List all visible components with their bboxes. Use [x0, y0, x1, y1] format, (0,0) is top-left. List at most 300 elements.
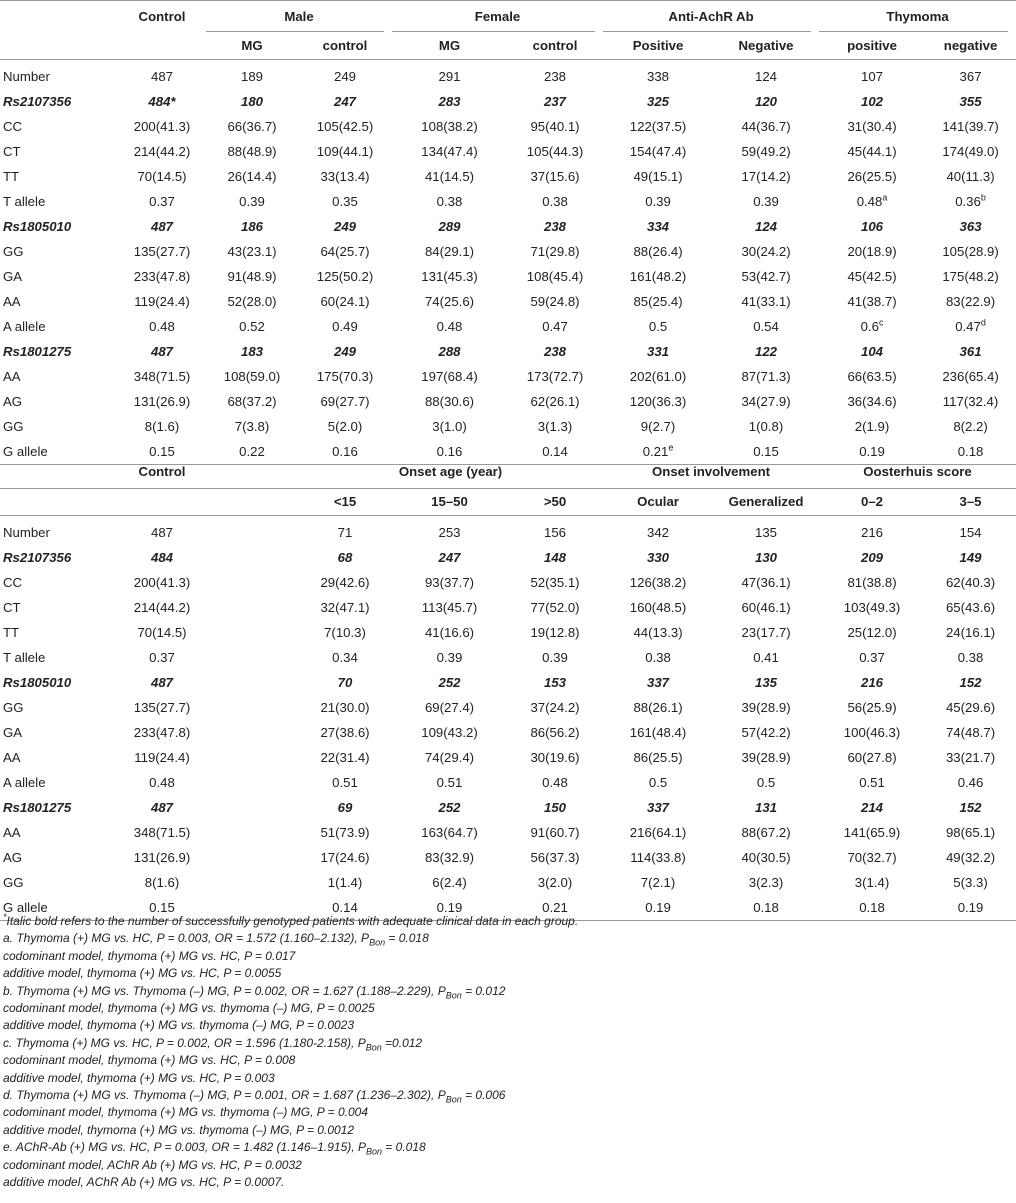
- cell-value: 7(2.1): [640, 874, 676, 890]
- table-cell: [118, 745, 206, 770]
- table-cell: [713, 339, 819, 364]
- cell-value: 44(13.3): [633, 624, 683, 640]
- cell-value: 487: [150, 343, 173, 359]
- cell-value: 130: [755, 549, 778, 565]
- table-cell: [603, 595, 713, 620]
- header-spacer: [206, 455, 298, 489]
- cell-value: 247: [438, 549, 461, 565]
- table-cell: [507, 389, 603, 414]
- cell-value: 363: [959, 218, 982, 234]
- cell-value: 180: [240, 93, 263, 109]
- cell-value: 69: [337, 799, 353, 815]
- table-cell: [819, 289, 925, 314]
- cell-value: 0.48: [436, 318, 463, 334]
- table-cell: [298, 389, 392, 414]
- table-cell: [298, 595, 392, 620]
- cell-value: 202(61.0): [629, 368, 687, 384]
- table-cell: [507, 545, 603, 570]
- table-cell: [603, 314, 713, 339]
- table-cell: [298, 414, 392, 439]
- table-cell: [118, 820, 206, 845]
- cell-value: 161(48.4): [629, 724, 687, 740]
- cell-value: 103(49.3): [843, 599, 901, 615]
- cell-value: 98(65.1): [945, 824, 996, 840]
- table-cell: [298, 620, 392, 645]
- table-cell: [925, 820, 1016, 845]
- row-label: Number: [3, 524, 50, 540]
- cell-value: 0.54: [753, 318, 779, 334]
- cell-value: 37(15.6): [530, 168, 580, 184]
- table-row: [0, 364, 1016, 389]
- table-cell: [507, 595, 603, 620]
- row-label: T allele: [3, 649, 46, 665]
- table-cell: [392, 239, 507, 264]
- cell-value: 88(67.2): [741, 824, 791, 840]
- table-row: [0, 114, 1016, 139]
- table-cell: [603, 239, 713, 264]
- cell-value: 66(36.7): [227, 118, 277, 134]
- cell-value: 0.35: [332, 193, 358, 209]
- table-cell: [507, 620, 603, 645]
- cell-value: 200(41.3): [133, 118, 191, 134]
- table-cell: [819, 389, 925, 414]
- table-row: [0, 389, 1016, 414]
- table-cell: [298, 670, 392, 695]
- table2-body: [0, 516, 1016, 921]
- table-cell: [925, 164, 1016, 189]
- footnote-star: *Italic bold refers to the number of successfully genotyped patients with adequate clinical data in each group.: [3, 912, 579, 928]
- table-cell: [298, 770, 392, 795]
- table-cell: [925, 670, 1016, 695]
- table-cell: [298, 189, 392, 214]
- table-cell: [118, 214, 206, 239]
- spacer-cell: [206, 595, 298, 620]
- table-cell: [298, 845, 392, 870]
- cell-value: 173(72.7): [526, 368, 584, 384]
- cell-value: 43(23.1): [227, 243, 277, 259]
- spacer-cell: [206, 720, 298, 745]
- cell-value: 247: [334, 93, 357, 109]
- table-cell: [925, 339, 1016, 364]
- table-cell: [392, 695, 507, 720]
- cell-value: 91(48.9): [227, 268, 277, 284]
- footnote-marker: a: [882, 192, 888, 203]
- table-cell: [819, 845, 925, 870]
- spacer-cell: [206, 545, 298, 570]
- row-label: GG: [3, 243, 24, 259]
- table-row: [0, 239, 1016, 264]
- table-cell: [925, 389, 1016, 414]
- row-label: AA: [3, 824, 21, 840]
- cell-value: 0.48: [856, 193, 883, 209]
- cell-value: 131(26.9): [133, 849, 191, 865]
- table-cell: [713, 364, 819, 389]
- row-label: GG: [3, 699, 24, 715]
- table-cell: [118, 845, 206, 870]
- table-cell: [713, 845, 819, 870]
- cell-value: 0.21: [542, 899, 568, 915]
- cell-value: 325: [647, 93, 670, 109]
- table-cell: [925, 770, 1016, 795]
- subheader-score-3-5: 3–5: [925, 489, 1016, 516]
- cell-value: 88(26.4): [633, 243, 683, 259]
- table-row: [0, 164, 1016, 189]
- cell-value: 71(29.8): [530, 243, 580, 259]
- table-cell: [392, 620, 507, 645]
- cell-value: 0.39: [753, 193, 779, 209]
- cell-value: 70(14.5): [137, 168, 187, 184]
- table-cell: [392, 264, 507, 289]
- spacer-cell: [206, 570, 298, 595]
- table-cell: [713, 89, 819, 114]
- table-cell: [118, 264, 206, 289]
- cell-value: 95(40.1): [530, 118, 580, 134]
- table-cell: [603, 795, 713, 820]
- table-cell: [603, 620, 713, 645]
- cell-value: 52(28.0): [227, 293, 277, 309]
- cell-value: 0.51: [436, 774, 463, 790]
- table-cell: [603, 89, 713, 114]
- cell-value: 41(33.1): [741, 293, 791, 309]
- table1-body: [0, 60, 1016, 465]
- table-cell: [925, 189, 1016, 214]
- cell-value: 60(24.1): [320, 293, 370, 309]
- cell-value: 114(33.8): [630, 849, 686, 865]
- row-label: AA: [3, 293, 21, 309]
- cell-value: 64(25.7): [320, 243, 370, 259]
- cell-value: 41(14.5): [424, 168, 475, 184]
- cell-value: 0.15: [149, 899, 175, 915]
- cell-value: 60(46.1): [741, 599, 791, 615]
- table-cell: [118, 114, 206, 139]
- table-cell: [118, 60, 206, 90]
- table-cell: [118, 189, 206, 214]
- footnote-a-codominant: codominant model, thymoma (+) MG vs. HC, P = 0.017: [3, 948, 296, 963]
- table-cell: [118, 239, 206, 264]
- cell-value: 283: [438, 93, 461, 109]
- table-cell: [507, 264, 603, 289]
- table-cell: [298, 114, 392, 139]
- cell-value: 249: [334, 68, 357, 84]
- table-cell: [206, 314, 298, 339]
- spacer-cell: [206, 870, 298, 895]
- table-cell: [603, 545, 713, 570]
- table-cell: [819, 516, 925, 546]
- cell-value: 152: [959, 674, 982, 690]
- cell-value: 45(42.5): [847, 268, 897, 284]
- cell-value: 47(36.1): [741, 574, 791, 590]
- table-cell: [603, 189, 713, 214]
- subheader-male-mg: MG: [206, 33, 298, 60]
- cell-value: 216: [861, 674, 884, 690]
- table-cell: [713, 214, 819, 239]
- table-cell: [603, 339, 713, 364]
- subheader-ab-positive: Positive: [603, 33, 713, 60]
- row-label-header: [0, 0, 118, 33]
- group-header-female: Female: [392, 0, 603, 33]
- cell-value: 86(25.5): [633, 749, 683, 765]
- cell-value: 160(48.5): [629, 599, 687, 615]
- table-cell: [713, 189, 819, 214]
- row-label: GG: [3, 418, 24, 434]
- row-label: Rs2107356: [3, 549, 72, 565]
- row-label: AG: [3, 393, 23, 409]
- cell-value: 0.19: [957, 899, 984, 915]
- table-cell: [713, 239, 819, 264]
- cell-value: 41(16.6): [424, 624, 475, 640]
- cell-value: 233(47.8): [133, 724, 191, 740]
- cell-value: 214(44.2): [133, 143, 191, 159]
- table-cell: [392, 595, 507, 620]
- table-cell: [713, 414, 819, 439]
- cell-value: 31(30.4): [847, 118, 897, 134]
- cell-value: 0.18: [859, 899, 885, 915]
- cell-value: 209: [861, 549, 884, 565]
- cell-value: 214(44.2): [133, 599, 191, 615]
- cell-value: 238: [544, 68, 567, 84]
- table-row: [0, 720, 1016, 745]
- cell-value: 40(11.3): [946, 168, 995, 184]
- table-cell: [206, 364, 298, 389]
- table-cell: [392, 89, 507, 114]
- cell-value: 334: [647, 218, 670, 234]
- row-label: AA: [3, 368, 21, 384]
- cell-value: 30(19.6): [530, 749, 580, 765]
- table-cell: [206, 239, 298, 264]
- cell-value: 131: [755, 799, 778, 815]
- table-cell: [713, 264, 819, 289]
- subheader-age-lt15: <15: [298, 489, 392, 516]
- cell-value: 361: [959, 343, 982, 359]
- table-cell: [713, 745, 819, 770]
- cell-value: 0.37: [149, 649, 175, 665]
- cell-value: 122: [755, 343, 778, 359]
- table-cell: [298, 264, 392, 289]
- table-cell: [819, 214, 925, 239]
- cell-value: 0.51: [859, 774, 885, 790]
- cell-value: 149: [959, 549, 982, 565]
- cell-value: 29(42.6): [320, 574, 370, 590]
- subheader-generalized: Generalized: [713, 489, 819, 516]
- cell-value: 134(47.4): [421, 143, 478, 159]
- cell-value: 154: [959, 524, 982, 540]
- table-cell: [206, 414, 298, 439]
- cell-value: 153: [544, 674, 567, 690]
- row-label: TT: [3, 168, 20, 184]
- footnote-b: b. Thymoma (+) MG vs. Thymoma (–) MG, P = 0.002, OR = 1.627 (1.188–2.229), $P_{Bon} = 0.012$: [3, 983, 506, 1001]
- cell-value: 236(65.4): [942, 368, 999, 384]
- table-cell: [925, 289, 1016, 314]
- table-cell: [819, 60, 925, 90]
- cell-value: 0.15: [149, 443, 175, 459]
- table-cell: [819, 139, 925, 164]
- table-row: [0, 795, 1016, 820]
- table-cell: [819, 870, 925, 895]
- table-cell: [819, 620, 925, 645]
- cell-value: 119(24.4): [134, 749, 190, 765]
- table-cell: [713, 570, 819, 595]
- cell-value: 85(25.4): [633, 293, 683, 309]
- table-cell: [392, 770, 507, 795]
- table-cell: [507, 314, 603, 339]
- table-cell: [819, 795, 925, 820]
- cell-value: 108(38.2): [421, 118, 478, 134]
- cell-value: 1(0.8): [748, 418, 784, 434]
- cell-value: 3(2.0): [537, 874, 573, 890]
- table-cell: [603, 645, 713, 670]
- cell-value: 105(42.5): [316, 118, 374, 134]
- table-cell: [118, 670, 206, 695]
- footnote-d: d. Thymoma (+) MG vs. Thymoma (–) MG, P = 0.001, OR = 1.687 (1.236–2.302), $P_{Bon} = 0.006$: [3, 1088, 506, 1105]
- cell-value: 131(26.9): [133, 393, 191, 409]
- cell-value: 125(50.2): [316, 268, 374, 284]
- cell-value: 17(14.2): [741, 168, 791, 184]
- cell-value: 484*: [148, 93, 176, 109]
- cell-value: 77(52.0): [530, 599, 580, 615]
- cell-value: 0.47: [955, 318, 981, 334]
- cell-value: 175(70.3): [316, 368, 374, 384]
- table-cell: [819, 670, 925, 695]
- table-cell: [603, 870, 713, 895]
- table-row: [0, 620, 1016, 645]
- cell-value: 487: [150, 674, 173, 690]
- cell-value: 93(37.7): [424, 574, 475, 590]
- table-cell: [925, 570, 1016, 595]
- cell-value: 291: [438, 68, 461, 84]
- cell-value: 135(27.7): [133, 699, 191, 715]
- cell-value: 331: [647, 343, 670, 359]
- table-cell: [603, 214, 713, 239]
- table-cell: [507, 414, 603, 439]
- cell-value: 5(3.3): [953, 874, 988, 890]
- cell-value: 0.38: [436, 193, 463, 209]
- table-cell: [392, 289, 507, 314]
- cell-value: 108(45.4): [526, 268, 584, 284]
- cell-value: 49(15.1): [633, 168, 683, 184]
- cell-value: 288: [438, 343, 461, 359]
- table-cell: [819, 264, 925, 289]
- table-row: [0, 570, 1016, 595]
- subheader-ocular: Ocular: [603, 489, 713, 516]
- table-row: [0, 670, 1016, 695]
- table-cell: [925, 695, 1016, 720]
- cell-value: 174(49.0): [942, 143, 999, 159]
- spacer-cell: [206, 670, 298, 695]
- cell-value: 367: [959, 68, 982, 84]
- table-cell: [118, 339, 206, 364]
- cell-value: 0.18: [957, 443, 984, 459]
- group-header-anti-achr-ab: Anti-AchR Ab: [603, 0, 819, 33]
- cell-value: 30(24.2): [741, 243, 791, 259]
- table-cell: [925, 545, 1016, 570]
- table-cell: [298, 339, 392, 364]
- table-cell: [507, 339, 603, 364]
- table-cell: [206, 189, 298, 214]
- group-header-oosterhuis-score: Oosterhuis score: [819, 455, 1016, 489]
- row-label: GA: [3, 268, 23, 284]
- row-label: G allele: [0, 895, 118, 921]
- table-row: [0, 845, 1016, 870]
- footnote-b-additive: additive model, thymoma (+) MG vs. thymoma (–) MG, P = 0.0023: [3, 1018, 355, 1033]
- table-cell: [819, 339, 925, 364]
- table-cell: [392, 314, 507, 339]
- table-cell: [118, 164, 206, 189]
- table-cell: [819, 570, 925, 595]
- cell-value: 0.48: [542, 774, 568, 790]
- cell-value: 148: [544, 549, 567, 565]
- cell-value: 124: [755, 68, 778, 84]
- cell-value: 126(38.2): [629, 574, 687, 590]
- cell-value: 53(42.7): [741, 268, 791, 284]
- cell-value: 24(16.1): [945, 624, 996, 640]
- table-row: [0, 339, 1016, 364]
- table-cell: [298, 870, 392, 895]
- subheader-female-control: control: [507, 33, 603, 60]
- cell-value: 117(32.4): [942, 393, 999, 409]
- table-cell: [298, 364, 392, 389]
- table-cell: [507, 364, 603, 389]
- row-label: Rs1805010: [3, 674, 72, 690]
- cell-value: 131(45.3): [421, 268, 478, 284]
- cell-value: 348(71.5): [133, 824, 191, 840]
- table-row: [0, 545, 1016, 570]
- cell-value: 252: [438, 674, 461, 690]
- row-label: Rs1805010: [3, 218, 72, 234]
- table-cell: [819, 164, 925, 189]
- cell-value: 59(49.2): [741, 143, 791, 159]
- cell-value: 23(17.7): [741, 624, 791, 640]
- table-cell: [298, 570, 392, 595]
- cell-value: 0.14: [542, 443, 568, 459]
- row-label: CT: [3, 143, 21, 159]
- footnote-star-mark: *: [3, 912, 7, 922]
- cell-value: 7(3.8): [234, 418, 270, 434]
- cell-value: 6(2.4): [432, 874, 467, 890]
- table-row: [0, 264, 1016, 289]
- genotype-table-onset-score: [0, 455, 1016, 921]
- cell-value: 21(30.0): [320, 699, 370, 715]
- cell-value: 86(56.2): [530, 724, 580, 740]
- table-cell: [507, 845, 603, 870]
- table-cell: [603, 770, 713, 795]
- cell-value: 84(29.1): [424, 243, 475, 259]
- row-label: Number: [3, 68, 50, 84]
- table-row: [0, 139, 1016, 164]
- table-cell: [507, 820, 603, 845]
- table-cell: [819, 545, 925, 570]
- cell-value: 163(64.7): [421, 824, 478, 840]
- cell-value: 141(65.9): [843, 824, 901, 840]
- table-cell: [925, 314, 1016, 339]
- footnote-e: e. AChR-Ab (+) MG vs. HC, P = 0.003, OR = 1.482 (1.146–1.915), $P_{Bon} = 0.018$: [3, 1140, 426, 1157]
- table-cell: [206, 114, 298, 139]
- footnote-c: c. Thymoma (+) MG vs. HC, P = 0.002, OR = 1.596 (1.180-2.158), $P_{Bon} =0.012$: [3, 1035, 423, 1053]
- cell-value: 83(32.9): [424, 849, 475, 865]
- cell-value: 0.41: [753, 649, 779, 665]
- table-cell: [507, 89, 603, 114]
- table-cell: [925, 364, 1016, 389]
- table-cell: [713, 645, 819, 670]
- cell-value: 249: [334, 218, 357, 234]
- table-row: [0, 770, 1016, 795]
- group-header-onset-age: Onset age (year): [298, 455, 603, 489]
- cell-value: 330: [647, 549, 670, 565]
- row-label: GG: [3, 874, 24, 890]
- cell-value: 0.18: [753, 899, 779, 915]
- cell-value: 0.38: [542, 193, 568, 209]
- cell-value: 3(1.0): [432, 418, 467, 434]
- cell-value: 119(24.4): [134, 293, 190, 309]
